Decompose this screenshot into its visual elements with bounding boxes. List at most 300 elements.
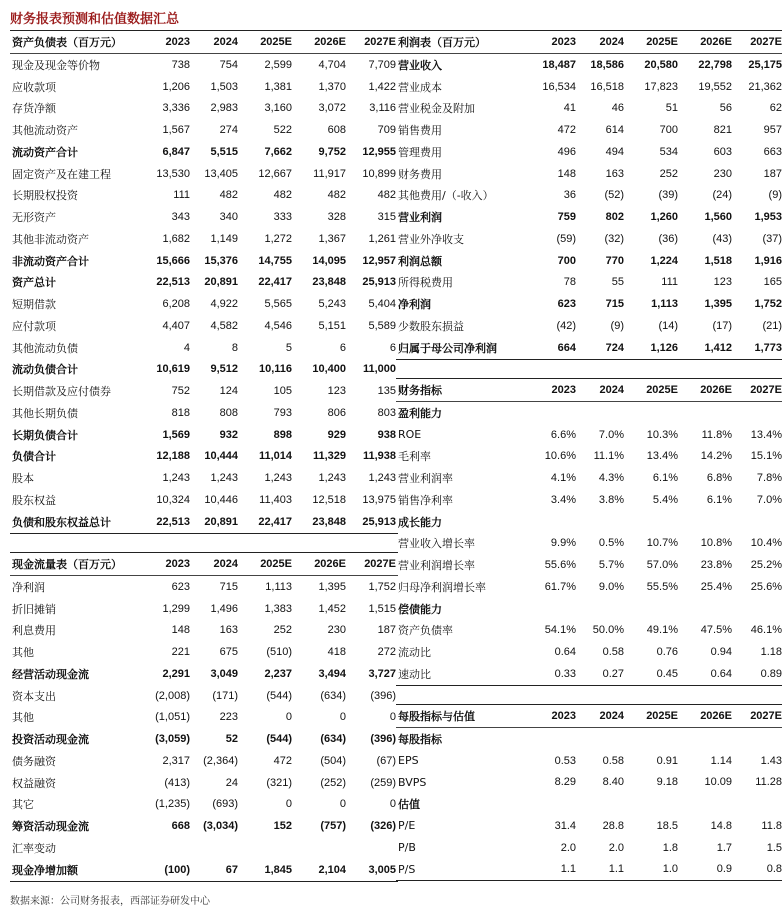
- cell-value: 123: [713, 276, 732, 289]
- cell-value: 1.14: [710, 754, 732, 767]
- cell-value: 0.53: [554, 754, 576, 767]
- cell-value: 3,072: [318, 102, 346, 115]
- cell-value: 111: [173, 189, 190, 202]
- cell-value: 221: [171, 646, 190, 659]
- cell-value: 12,518: [312, 493, 346, 506]
- cell-value: 61.7%: [544, 580, 576, 593]
- cell-value: (17): [712, 319, 732, 332]
- table-row: [10, 576, 398, 598]
- table-row: [10, 511, 398, 533]
- cell-value: 3.8%: [598, 493, 624, 506]
- cell-value: 19,552: [698, 80, 732, 93]
- row-label: 固定资产及在建工程: [12, 167, 111, 181]
- row-label: 成长能力: [398, 515, 442, 529]
- table-row: [396, 250, 782, 272]
- cell-value: [530, 511, 578, 533]
- row-label: 无形资产: [12, 211, 56, 225]
- cell-value: 1,422: [368, 80, 396, 93]
- cell-value: (59): [556, 232, 576, 245]
- cell-value: 1,261: [368, 232, 396, 245]
- cell-value: 41: [563, 102, 576, 115]
- cell-value: 770: [605, 254, 624, 267]
- row-label: 营业外净收支: [398, 232, 464, 246]
- row-label: 流动负债合计: [12, 363, 78, 377]
- table-row: [10, 359, 398, 381]
- row-label: P/B: [398, 841, 416, 855]
- cell-value: (1,235): [155, 798, 190, 811]
- cell-value: [530, 728, 578, 750]
- row-label: 其他: [12, 711, 34, 725]
- cell-value: (3,034): [203, 820, 238, 833]
- cell-value: 1,243: [210, 472, 238, 485]
- cell-value: 6.1%: [706, 493, 732, 506]
- cell-value: 22,417: [258, 276, 292, 289]
- cell-value: 55.6%: [544, 559, 576, 572]
- cell-value: 13.4%: [750, 428, 782, 441]
- cell-value: 5,565: [264, 298, 292, 311]
- cell-value: 10.6%: [544, 450, 576, 463]
- cell-value: 668: [171, 820, 190, 833]
- table-row: [396, 293, 782, 315]
- cell-value: (413): [164, 776, 190, 789]
- cell-value: 929: [327, 428, 346, 441]
- row-label: 财务费用: [398, 167, 442, 181]
- cell-value: 2,983: [210, 102, 238, 115]
- cell-value: 700: [659, 124, 678, 137]
- cell-value: 46.1%: [750, 624, 782, 637]
- cell-value: 3,049: [210, 667, 238, 680]
- row-label: 营业税金及附加: [398, 102, 475, 116]
- row-label: 销售净利率: [398, 493, 453, 507]
- cell-value: 0.94: [710, 646, 732, 659]
- cell-value: (326): [370, 820, 396, 833]
- cell-value: 0.8: [734, 859, 782, 881]
- cell-value: (100): [144, 859, 192, 881]
- table-row: [10, 402, 398, 424]
- row-label: 偿债能力: [398, 602, 442, 616]
- cell-value: 1.5: [766, 841, 782, 854]
- cell-value: 1,515: [368, 602, 396, 615]
- cell-value: 55: [611, 276, 624, 289]
- cell-value: 6,208: [162, 298, 190, 311]
- balance-sheet-table: [10, 30, 398, 534]
- cell-value: 10,400: [312, 363, 346, 376]
- cell-value: [578, 598, 626, 620]
- cell-value: (693): [212, 798, 238, 811]
- table-row: [396, 511, 782, 533]
- header-row: [10, 31, 398, 54]
- row-label: 其它: [12, 798, 34, 812]
- cell-value: 9.0%: [598, 580, 624, 593]
- cell-value: 10,444: [204, 450, 238, 463]
- cell-value: 11.28: [755, 776, 782, 789]
- cell-value: 700: [557, 254, 576, 267]
- cell-value: 11.1%: [593, 450, 624, 463]
- cell-value: 4.3%: [598, 472, 624, 485]
- cell-value: 187: [763, 167, 782, 180]
- year-header: 2027E: [734, 705, 782, 728]
- cell-value: 12,188: [156, 450, 190, 463]
- row-label: 营业利润: [398, 211, 442, 225]
- table-row: [10, 76, 398, 98]
- table-row: [10, 163, 398, 185]
- table-row: [10, 707, 398, 729]
- data-source-note: 数据来源：公司财务报表，西部证券研发中心: [10, 896, 210, 907]
- cell-value: 14,755: [258, 254, 292, 267]
- cell-value: 2.0: [608, 841, 624, 854]
- per-share-table: [396, 704, 782, 881]
- cell-value: 25.4%: [700, 580, 732, 593]
- cell-value: 0.45: [626, 663, 680, 685]
- cell-value: 898: [273, 428, 292, 441]
- cell-value: 3,116: [369, 102, 396, 115]
- table-row: [396, 76, 782, 98]
- cell-value: 1.7: [716, 841, 732, 854]
- cell-value: [530, 402, 578, 424]
- financial-indicators-table: [396, 378, 782, 686]
- cell-value: 10.4%: [750, 537, 782, 550]
- cell-value: 623: [171, 580, 190, 593]
- cell-value: (24): [712, 189, 732, 202]
- cell-value: [240, 837, 294, 859]
- row-label: 资本支出: [12, 689, 56, 703]
- cell-value: 3,336: [162, 102, 190, 115]
- row-label: 其他流动负债: [12, 341, 78, 355]
- cell-value: 1.0: [626, 859, 680, 881]
- row-label: 营业成本: [398, 80, 442, 94]
- header-row: [396, 31, 782, 54]
- cell-value: 21,362: [748, 80, 782, 93]
- row-label: 其他流动资产: [12, 124, 78, 138]
- row-label: 应付款项: [12, 319, 56, 333]
- cell-value: 0.27: [578, 663, 626, 685]
- table-row: [10, 815, 398, 837]
- cell-value: 759: [557, 211, 576, 224]
- cell-value: [578, 793, 626, 815]
- cell-value: 12,667: [258, 167, 292, 180]
- cell-value: 709: [377, 124, 396, 137]
- cell-value: (52): [604, 189, 624, 202]
- table-title: 利润表（百万元）: [396, 31, 530, 54]
- cell-value: 10.3%: [646, 428, 678, 441]
- row-label: EPS: [398, 754, 419, 768]
- row-label: 经营活动现金流: [12, 667, 89, 681]
- cell-value: 5: [285, 341, 292, 354]
- cell-value: 105: [273, 385, 292, 398]
- cell-value: 10,446: [204, 493, 238, 506]
- cell-value: 22,513: [156, 276, 190, 289]
- cell-value: 23,848: [312, 276, 346, 289]
- table-row: [10, 837, 398, 859]
- cell-value: 230: [327, 624, 346, 637]
- row-label: 资产总计: [12, 276, 56, 290]
- cell-value: 252: [659, 167, 678, 180]
- cell-value: 1.18: [760, 646, 782, 659]
- row-label: 净利润: [398, 298, 431, 312]
- cell-value: 22,513: [144, 511, 192, 533]
- table-title: 财务指标: [396, 379, 530, 402]
- row-label: 管理费用: [398, 145, 442, 159]
- cell-value: 715: [219, 580, 238, 593]
- cell-value: 5.7%: [598, 559, 624, 572]
- cell-value: 1,452: [318, 602, 346, 615]
- cell-value: 25,913: [348, 511, 398, 533]
- cell-value: 1,567: [162, 124, 190, 137]
- row-label: P/E: [398, 819, 416, 833]
- cell-value: 472: [273, 754, 292, 767]
- cell-value: (9): [768, 189, 782, 202]
- cell-value: 1,381: [264, 80, 292, 93]
- financial-indicators-panel: [396, 378, 782, 686]
- row-label: 流动资产合计: [12, 145, 78, 159]
- year-header: 2026E: [294, 553, 348, 576]
- cell-value: 724: [578, 337, 626, 359]
- table-row: [396, 272, 782, 294]
- cell-value: 1,503: [210, 80, 238, 93]
- cell-value: 13,405: [204, 167, 238, 180]
- cell-value: (504): [320, 754, 346, 767]
- cell-value: 1,113: [265, 580, 292, 593]
- table-row: [10, 750, 398, 772]
- cell-value: 165: [763, 276, 782, 289]
- cell-value: 1,272: [264, 232, 292, 245]
- cell-value: 25,175: [748, 58, 782, 71]
- table-row: [10, 663, 398, 685]
- table-row: [396, 446, 782, 468]
- cell-value: [626, 728, 680, 750]
- cell-value: 13.4%: [646, 450, 678, 463]
- cell-value: 1,243: [368, 472, 396, 485]
- cell-value: 496: [557, 145, 576, 158]
- table-row: [396, 576, 782, 598]
- row-label: 其他非流动资产: [12, 232, 89, 246]
- row-label: 销售费用: [398, 124, 442, 138]
- table-row: [10, 641, 398, 663]
- row-label: 股本: [12, 472, 34, 486]
- cell-value: 6: [389, 341, 396, 354]
- row-label: 营业利润增长率: [398, 559, 475, 573]
- table-row: [10, 620, 398, 642]
- cell-value: 15,666: [156, 254, 190, 267]
- cell-value: 4,704: [318, 58, 346, 71]
- cell-value: 148: [171, 624, 190, 637]
- cell-value: 9.18: [656, 776, 678, 789]
- table-row: [396, 750, 782, 772]
- cell-value: (634): [320, 689, 346, 702]
- row-label: 负债合计: [12, 450, 56, 464]
- cell-value: 4.1%: [550, 472, 576, 485]
- cell-value: 1,149: [210, 232, 238, 245]
- year-header: 2025E: [240, 553, 294, 576]
- row-label: 少数股东损益: [398, 319, 464, 333]
- cell-value: 1,383: [264, 602, 292, 615]
- cash-flow-table: [10, 552, 398, 882]
- year-header: 2027E: [348, 31, 398, 54]
- year-header: 2025E: [626, 705, 680, 728]
- cell-value: 10.8%: [700, 537, 732, 550]
- table-row: [396, 141, 782, 163]
- cell-value: 15,376: [204, 254, 238, 267]
- cell-value: [348, 837, 398, 859]
- cell-value: 1.1: [530, 859, 578, 881]
- cell-value: (32): [604, 232, 624, 245]
- cell-value: 1,243: [162, 472, 190, 485]
- cell-value: 1,113: [651, 298, 678, 311]
- cell-value: 4,922: [210, 298, 238, 311]
- row-label: 股东权益: [12, 493, 56, 507]
- row-label: 权益融资: [12, 776, 56, 790]
- cell-value: (2,364): [203, 754, 238, 767]
- cell-value: 4,546: [264, 319, 292, 332]
- cell-value: [626, 511, 680, 533]
- cell-value: 623: [557, 298, 576, 311]
- cell-value: 5.4%: [652, 493, 678, 506]
- cell-value: 803: [377, 406, 396, 419]
- table-row: [396, 728, 782, 750]
- table-row: [396, 402, 782, 424]
- cell-value: 163: [605, 167, 624, 180]
- cell-value: 3,727: [368, 667, 396, 680]
- cell-value: 0.64: [554, 646, 576, 659]
- table-row: [396, 54, 782, 76]
- table-row: [396, 206, 782, 228]
- row-label: 每股指标: [398, 732, 442, 746]
- cell-value: 808: [219, 406, 238, 419]
- cell-value: 7,709: [368, 58, 396, 71]
- cell-value: 7.0%: [598, 428, 624, 441]
- cell-value: 752: [171, 385, 190, 398]
- header-row: [396, 705, 782, 728]
- cell-value: 31.4: [554, 819, 576, 832]
- table-row: [10, 315, 398, 337]
- row-label: 折旧摊销: [12, 602, 56, 616]
- year-header: 2024: [578, 705, 626, 728]
- row-label: 估值: [398, 798, 420, 812]
- year-header: 2023: [530, 379, 578, 402]
- cell-value: 1,496: [210, 602, 238, 615]
- cell-value: 14.8: [710, 819, 732, 832]
- cell-value: [734, 598, 782, 620]
- row-label: 应收款项: [12, 80, 56, 94]
- cell-value: 2,104: [294, 859, 348, 881]
- cell-value: (321): [266, 776, 292, 789]
- cell-value: 482: [273, 189, 292, 202]
- cell-value: 18,487: [542, 58, 576, 71]
- cell-value: 0: [389, 711, 396, 724]
- cell-value: 12,957: [362, 254, 396, 267]
- table-row: [396, 859, 782, 881]
- cell-value: 50.0%: [592, 624, 624, 637]
- year-header: 2026E: [680, 31, 734, 54]
- cell-value: 25,913: [362, 276, 396, 289]
- row-label: 营业收入: [398, 58, 442, 72]
- cell-value: 1,299: [162, 602, 190, 615]
- cell-value: 230: [713, 167, 732, 180]
- cell-value: (510): [266, 646, 292, 659]
- cell-value: 418: [327, 646, 346, 659]
- year-header: 2026E: [680, 705, 734, 728]
- cell-value: 5,243: [318, 298, 346, 311]
- cell-value: 272: [377, 646, 396, 659]
- year-header: 2023: [530, 705, 578, 728]
- cell-value: 52: [225, 733, 238, 746]
- table-row: [396, 641, 782, 663]
- cell-value: 343: [171, 211, 190, 224]
- table-row: [10, 685, 398, 707]
- row-label: 归母净利润增长率: [398, 580, 486, 594]
- cell-value: 8.40: [602, 776, 624, 789]
- cell-value: 49.1%: [646, 624, 678, 637]
- cell-value: (37): [762, 232, 782, 245]
- table-row: [396, 489, 782, 511]
- cell-value: 22,417: [240, 511, 294, 533]
- cell-value: (67): [376, 754, 396, 767]
- year-header: 2025E: [626, 379, 680, 402]
- table-row: [10, 206, 398, 228]
- cell-value: 1,412: [680, 337, 734, 359]
- balance-sheet-panel: [10, 30, 398, 534]
- cell-value: 482: [327, 189, 346, 202]
- year-header: 2026E: [294, 31, 348, 54]
- cell-value: 1,367: [318, 232, 346, 245]
- cell-value: [294, 837, 348, 859]
- row-label: 其他长期负债: [12, 406, 78, 420]
- cell-value: 0: [339, 798, 346, 811]
- table-row: [10, 728, 398, 750]
- table-row: [10, 54, 398, 76]
- cell-value: 0.76: [656, 646, 678, 659]
- table-row: [10, 446, 398, 468]
- cell-value: 315: [377, 211, 396, 224]
- cell-value: 10,324: [156, 493, 190, 506]
- cell-value: (2,008): [155, 689, 190, 702]
- cell-value: 0.64: [680, 663, 734, 685]
- header-row: [10, 553, 398, 576]
- income-statement-table: [396, 30, 782, 360]
- cell-value: 2,237: [264, 667, 292, 680]
- cell-value: 608: [327, 124, 346, 137]
- cell-value: (171): [212, 689, 238, 702]
- table-row: [10, 228, 398, 250]
- cell-value: 10,619: [156, 363, 190, 376]
- cell-value: 754: [219, 58, 238, 71]
- cell-value: 1,126: [626, 337, 680, 359]
- cell-value: 482: [377, 189, 396, 202]
- row-label: 速动比: [396, 663, 530, 685]
- cell-value: 1.8: [662, 841, 678, 854]
- cell-value: 1.1: [578, 859, 626, 881]
- table-row: [396, 663, 782, 685]
- cell-value: (396): [370, 689, 396, 702]
- cell-value: 223: [219, 711, 238, 724]
- cell-value: [626, 598, 680, 620]
- cell-value: 23.8%: [700, 559, 732, 572]
- cell-value: (252): [320, 776, 346, 789]
- cell-value: 2,317: [162, 754, 190, 767]
- row-label: 存货净额: [12, 102, 56, 116]
- cell-value: [626, 793, 680, 815]
- cell-value: 5,404: [368, 298, 396, 311]
- year-header: 2024: [192, 31, 240, 54]
- table-row: [396, 533, 782, 555]
- table-row: [10, 141, 398, 163]
- cell-value: 16,518: [590, 80, 624, 93]
- cell-value: 6.8%: [706, 472, 732, 485]
- cell-value: 62: [769, 102, 782, 115]
- cell-value: 18.5: [656, 819, 678, 832]
- table-row: [396, 837, 782, 859]
- cell-value: 1,569: [162, 428, 190, 441]
